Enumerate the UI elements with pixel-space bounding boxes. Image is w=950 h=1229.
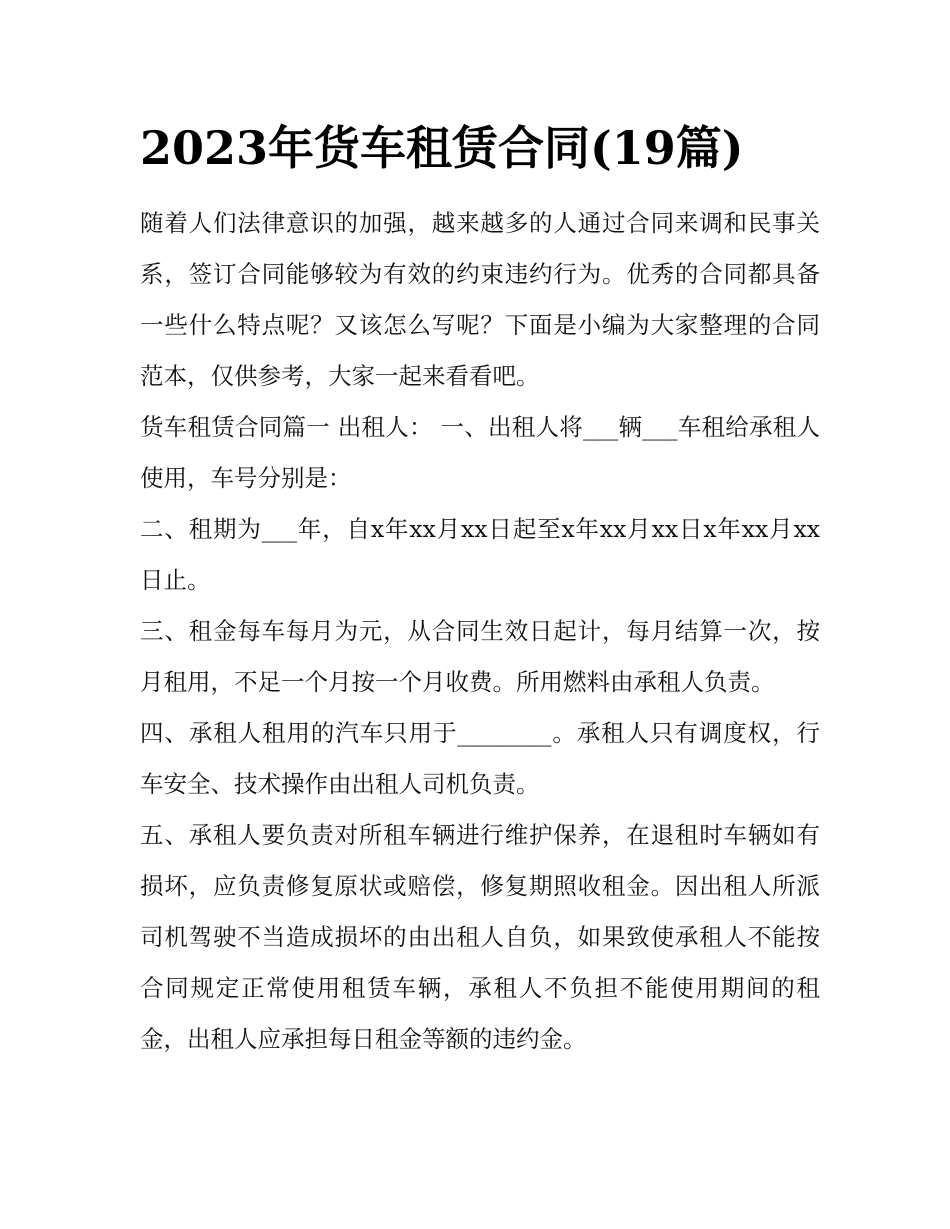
intro-paragraph: 随着人们法律意识的加强，越来越多的人通过合同来调和民事关系，签订合同能够较为有效的约束违约行为。优秀的合同都具备一些什么特点呢？又该怎么写呢？下面是小编为大家整理的合同范本，仅供参考，大家一起来看看吧。 [140, 209, 820, 390]
clause-five-paragraph: 五、承租人要负责对所租车辆进行维护保养，在退租时车辆如有损坏，应负责修复原状或赔偿，修复期照收租金。因出租人所派司机驾驶不当造成损坏的由出租人自负，如果致使承租人不能按合同规定正常使用租赁车辆，承租人不负担不能使用期间的租金，出租人应承担每日租金等额的违约金。 [140, 821, 820, 1053]
document-title: 2023年货车租赁合同(19篇) [140, 121, 744, 175]
document-body [140, 112, 820, 1065]
clause-four-paragraph: 四、承租人租用的汽车只用于________。承租人只有调度权，行车安全、技术操作由出租人司机负责。 [140, 719, 820, 798]
clause-three-paragraph: 三、租金每车每月为元，从合同生效日起计，每月结算一次，按月租用，不足一个月按一个月收费。所用燃料由承租人负责。 [140, 617, 820, 696]
clause-one-paragraph: 货车租赁合同篇一 出租人： 一、出租人将___辆___车租给承租人使用，车号分别是： [140, 413, 820, 492]
clause-two-paragraph: 二、租期为___年，自x年xx月xx日起至x年xx月xx日x年xx月xx日止。 [140, 515, 820, 594]
